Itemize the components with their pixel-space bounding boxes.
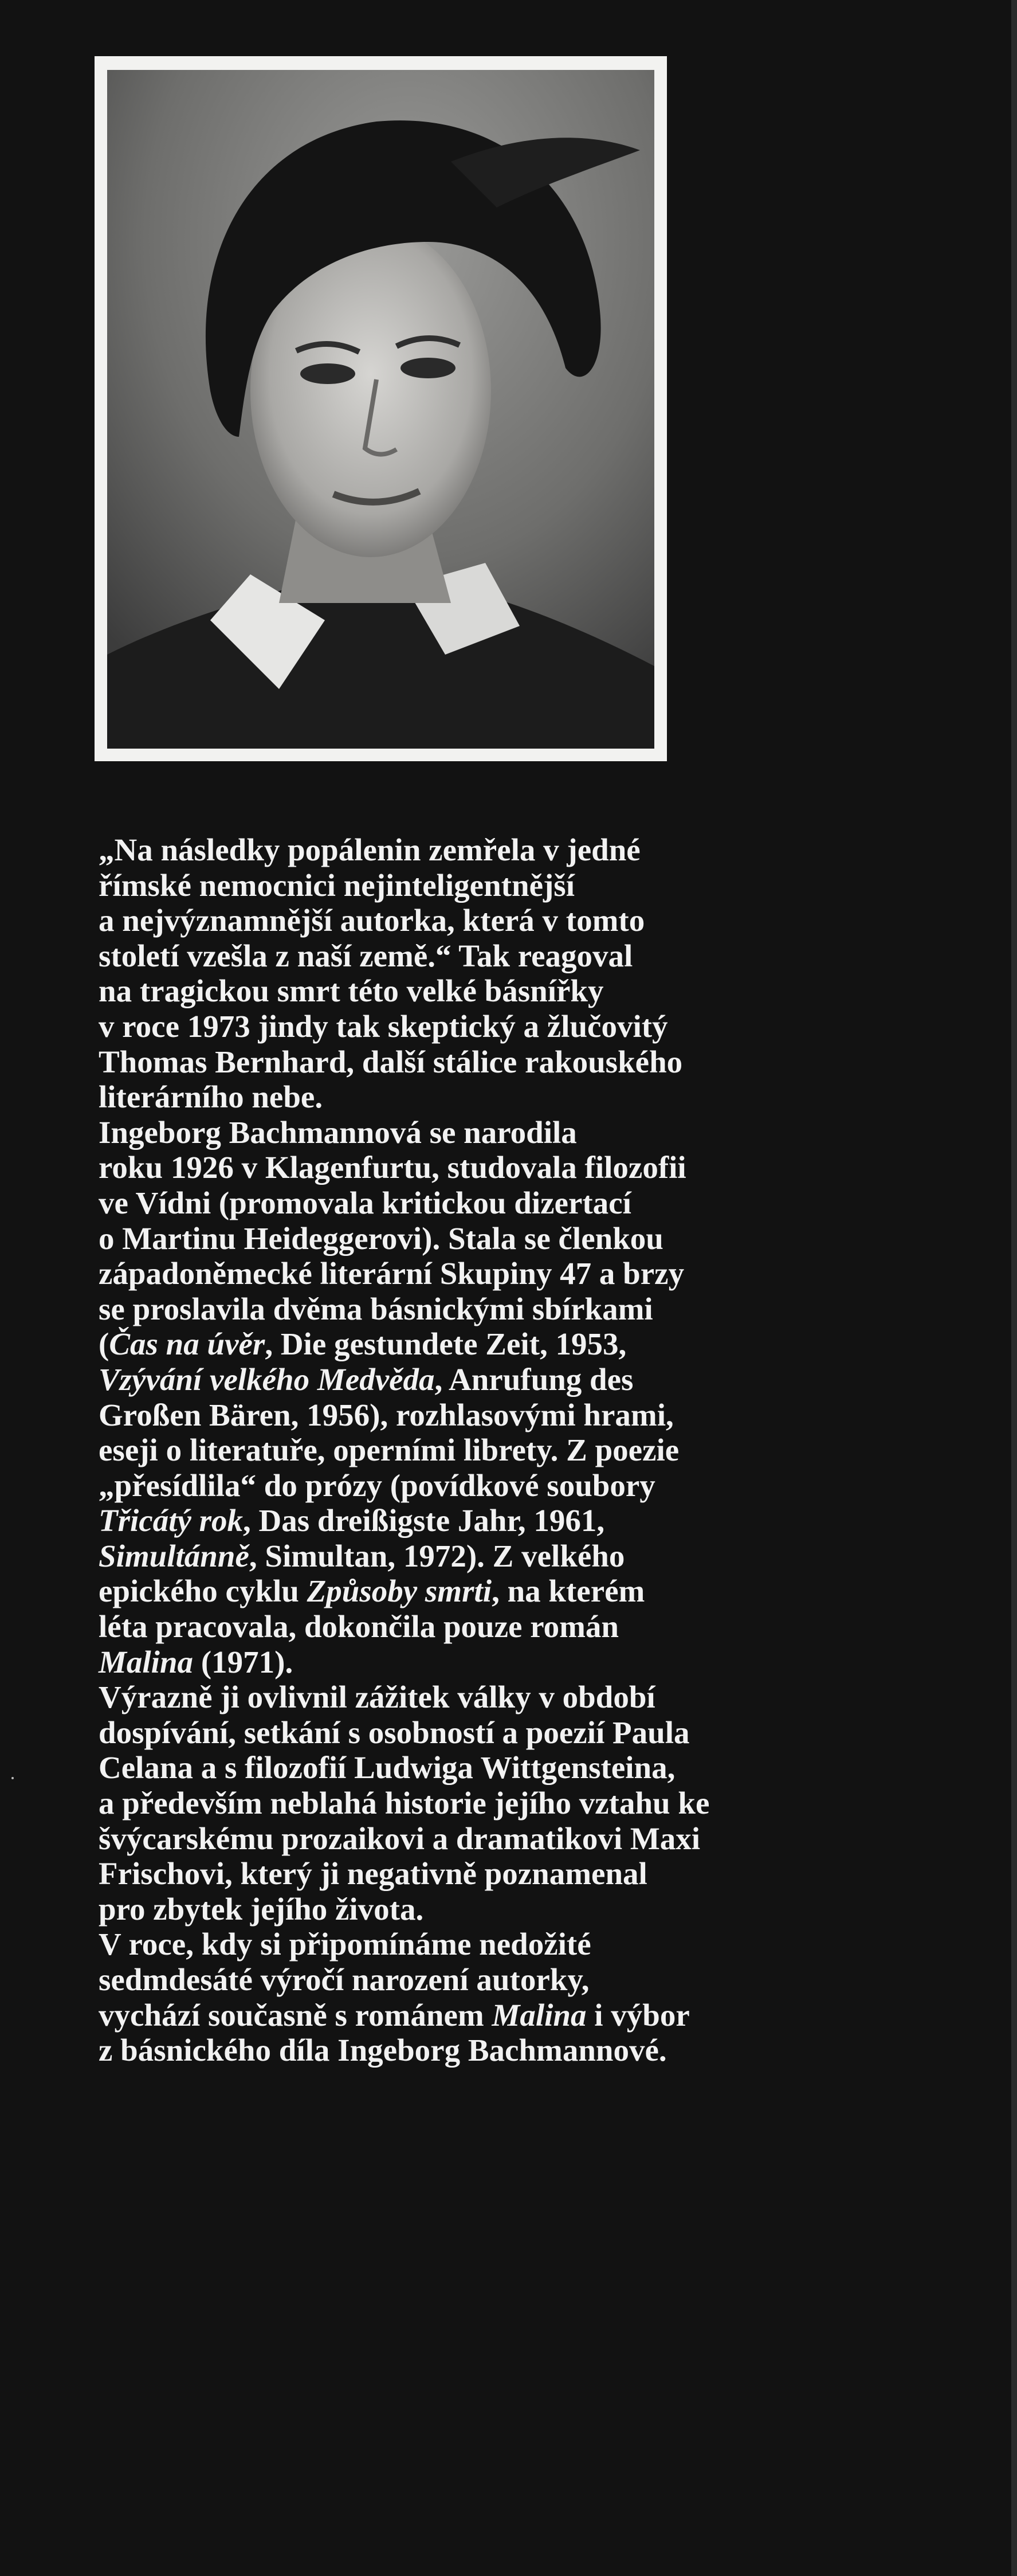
bio-text: , na kterém <box>492 1573 645 1609</box>
portrait-photo-icon <box>107 70 654 749</box>
bio-line: ve Vídni (promovala kritickou dizertací <box>99 1185 631 1220</box>
book-title: Simultánně <box>99 1538 249 1573</box>
bio-text: epického cyklu <box>99 1573 307 1609</box>
bio-line <box>99 1503 924 1538</box>
bio-line <box>99 1573 924 1609</box>
bio-line: a nejvýznamnější autorka, která v tomto <box>99 903 645 938</box>
bio-text: , Die gestundete Zeit, 1953, <box>265 1326 627 1362</box>
bio-text: i výbor <box>586 1997 690 2033</box>
bio-line: pro zbytek jejího života. <box>99 1891 424 1927</box>
bio-text: , Simultan, 1972). Z velkého <box>249 1538 625 1573</box>
bio-line: dospívání, setkání s osobností a poezií Paula <box>99 1714 690 1750</box>
bio-text: ( <box>99 1326 109 1362</box>
bio-line: století vzešla z naší země.“ Tak reagoval <box>99 938 633 973</box>
book-title: Způsoby smrti <box>307 1573 492 1609</box>
bio-line <box>99 1538 924 1574</box>
book-title: Malina <box>492 1997 587 2033</box>
bio-line: Frischovi, který ji negativně poznamenal <box>99 1856 647 1892</box>
bio-text: , Das dreißigste Jahr, 1961, <box>243 1503 605 1538</box>
bio-line: literárního nebe. <box>99 1079 323 1115</box>
bio-line: z básnického díla Ingeborg Bachmannové. <box>99 2033 667 2068</box>
bio-line: na tragickou smrt této velké básnířky <box>99 973 604 1009</box>
book-title: Vzývání velkého Medvěda <box>99 1361 435 1397</box>
bio-text: (1971). <box>193 1644 293 1680</box>
book-title: Třicátý rok <box>99 1503 244 1538</box>
bio-line: „přesídlila“ do prózy (povídkové soubory <box>99 1467 655 1503</box>
bio-line: švýcarskému prozaikovi a dramatikovi Maxi <box>99 1821 701 1856</box>
bio-line <box>99 1645 924 1680</box>
book-title: Malina <box>99 1644 194 1680</box>
bio-line <box>99 1998 924 2033</box>
bio-line: Großen Bären, 1956), rozhlasovými hrami, <box>99 1397 674 1432</box>
book-title: Čas na úvěr <box>109 1326 265 1362</box>
bio-line <box>99 1326 924 1362</box>
bio-line: „Na následky popálenin zemřela v jedné <box>99 832 641 867</box>
author-photo-frame <box>95 56 667 761</box>
bio-line: západoněmecké literární Skupiny 47 a brzy <box>99 1256 685 1291</box>
bio-line: Výrazně ji ovlivnil zážitek války v období <box>99 1680 655 1715</box>
cover-edge <box>1011 0 1017 2576</box>
bio-line: se proslavila dvěma básnickými sbírkami <box>99 1291 653 1326</box>
bio-line: léta pracovala, dokončila pouze román <box>99 1609 619 1645</box>
bio-line: a především neblahá historie jejího vztahu ke <box>99 1786 710 1821</box>
bio-line: o Martinu Heideggerovi). Stala se členkou <box>99 1220 663 1256</box>
bio-line: sedmdesáté výročí narození autorky, <box>99 1962 590 1997</box>
dust-speck <box>11 1777 14 1779</box>
bio-line: eseji o literatuře, operními librety. Z poezie <box>99 1432 680 1468</box>
bio-line: Ingeborg Bachmannová se narodila <box>99 1114 577 1150</box>
author-biography <box>99 832 924 2068</box>
bio-line: V roce, kdy si připomínáme nedožité <box>99 1927 591 1962</box>
bio-line: roku 1926 v Klagenfurtu, studovala filozofii <box>99 1150 686 1185</box>
bio-text: vychází současně s románem <box>99 1997 492 2033</box>
bio-line: v roce 1973 jindy tak skeptický a žlučovitý <box>99 1008 668 1044</box>
bio-text: , Anrufung des <box>434 1361 634 1397</box>
bio-line <box>99 1362 924 1397</box>
bio-line: římské nemocnici nejinteligentnější <box>99 867 575 903</box>
bio-line: Celana a s filozofií Ludwiga Wittgensteina, <box>99 1750 676 1786</box>
bio-line: Thomas Bernhard, další stálice rakouského <box>99 1044 683 1079</box>
